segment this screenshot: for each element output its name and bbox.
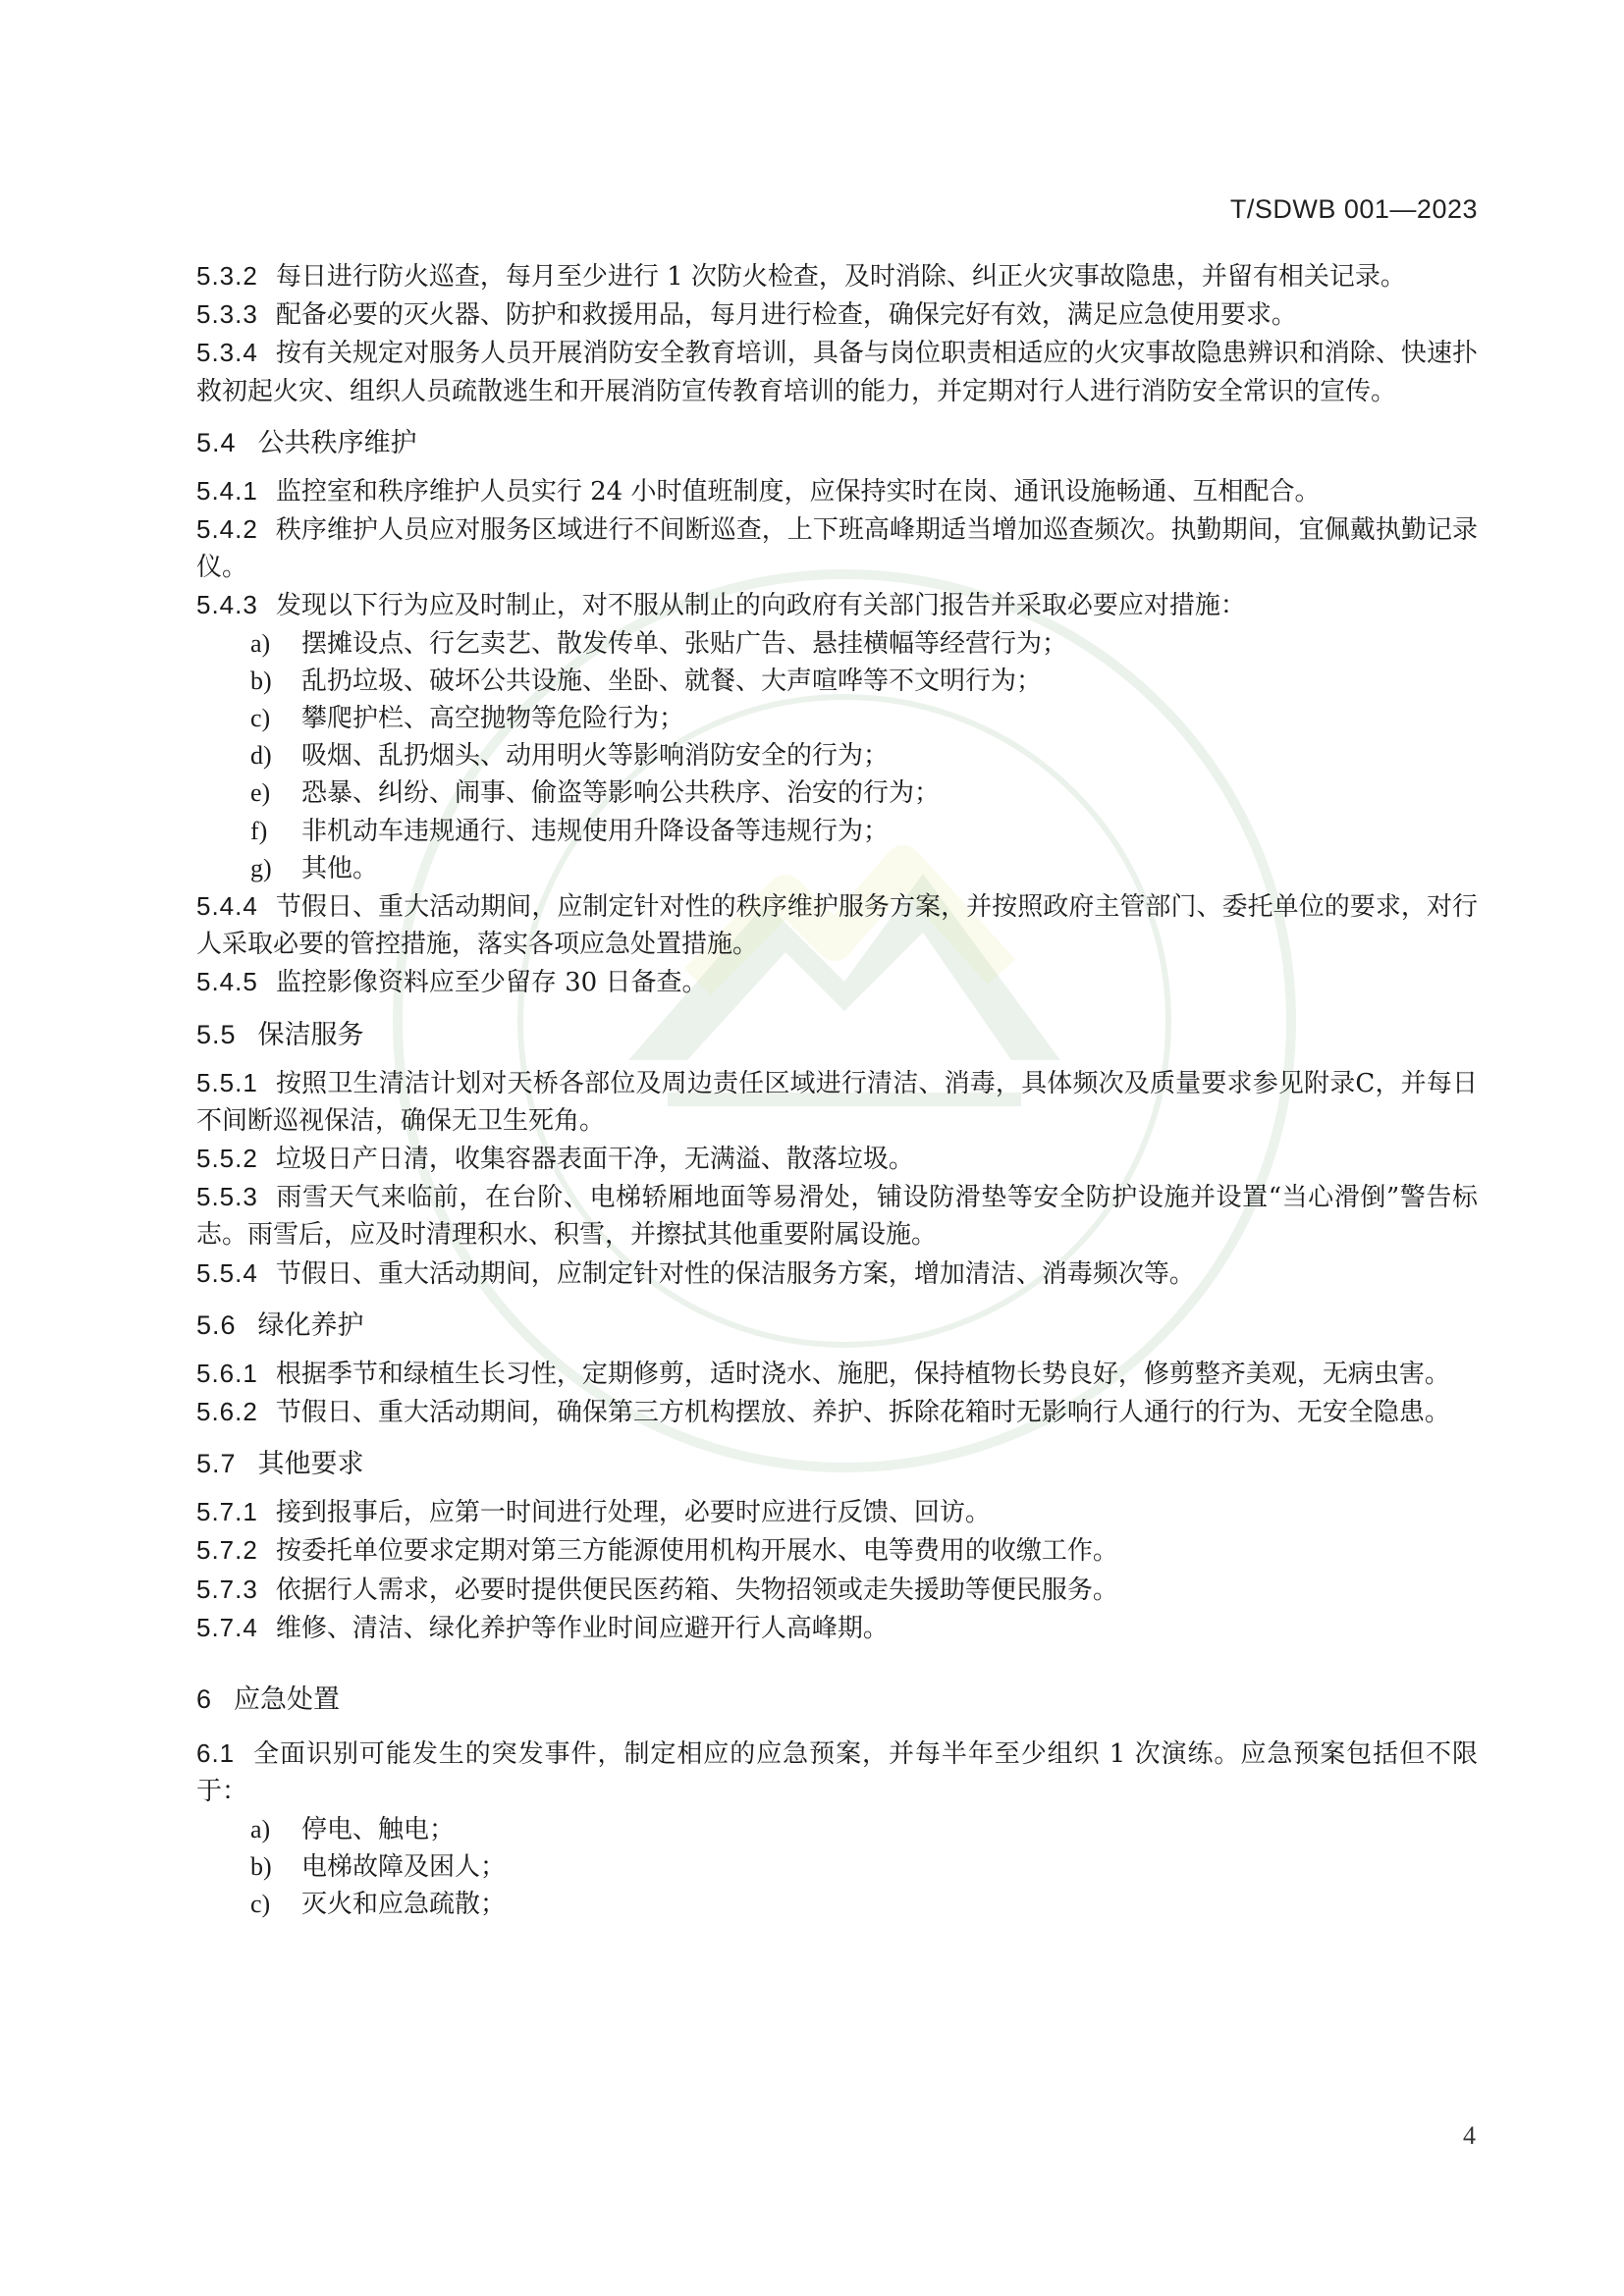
list-item-text: 吸烟、乱扔烟头、动用明火等影响消防安全的行为； xyxy=(301,741,890,772)
clause-text: 全面识别可能发生的突发事件，制定相应的应急预案，并每半年至少组织 1 次演练。应急预案包括但不限于： xyxy=(196,1739,1478,1807)
clause-number: 5.4.2 xyxy=(196,514,258,545)
clause-text: 垃圾日产日清，收集容器表面干净，无满溢、散落垃圾。 xyxy=(275,1145,914,1175)
clause-number: 5.5.3 xyxy=(196,1182,258,1212)
list-item-marker: g) xyxy=(250,853,272,882)
clause-text: 监控影像资料应至少留存 30 日备查。 xyxy=(275,968,708,998)
section-heading xyxy=(196,1681,1478,1719)
list-item xyxy=(196,850,1478,887)
list-item-marker: d) xyxy=(250,741,272,771)
clause-paragraph xyxy=(196,1178,1478,1254)
section-number: 5.5 xyxy=(196,1019,237,1049)
section-title: 保洁服务 xyxy=(257,1019,364,1050)
list-item-marker: b) xyxy=(250,666,272,695)
list-item-marker: c) xyxy=(250,704,271,733)
section-title: 应急处置 xyxy=(234,1684,341,1716)
clause-text: 监控室和秩序维护人员实行 24 小时值班制度，应保持实时在岗、通讯设施畅通、互相配合。 xyxy=(275,476,1321,507)
list-item xyxy=(196,1848,1478,1886)
section-title: 其他要求 xyxy=(257,1449,364,1480)
clause-number: 6.1 xyxy=(196,1738,236,1769)
section-heading xyxy=(196,424,1478,462)
clause-number: 5.6.2 xyxy=(196,1397,258,1427)
clause-paragraph xyxy=(196,1064,1478,1140)
clause-paragraph xyxy=(196,472,1478,510)
section-number: 5.7 xyxy=(196,1449,237,1479)
clause-paragraph xyxy=(196,887,1478,963)
clause-paragraph xyxy=(196,1140,1478,1178)
clause-text: 节假日、重大活动期间，应制定针对性的保洁服务方案，增加清洁、消毒频次等。 xyxy=(275,1258,1195,1289)
clause-number: 5.5.2 xyxy=(196,1144,258,1174)
document-body xyxy=(196,257,1478,1923)
section-number: 5.4 xyxy=(196,427,237,457)
clause-text: 按有关规定对服务人员开展消防安全教育培训，具备与岗位职责相适应的火灾事故隐患辨识和消除、快速扑救初起火灾、组织人员疏散逃生和开展消防宣传教育培训的能力，并定期对行人进行消防安全常识的宣传。 xyxy=(196,339,1478,406)
clause-text: 接到报事后，应第一时间进行处理，必要时应进行反馈、回访。 xyxy=(275,1498,991,1528)
clause-number: 5.4.3 xyxy=(196,590,258,620)
list-item-text: 恐暴、纠纷、闹事、偷盗等影响公共秩序、治安的行为； xyxy=(301,778,941,809)
list-item-marker: b) xyxy=(250,1851,272,1881)
clause-number: 5.4.4 xyxy=(196,891,258,922)
list-item-marker: a) xyxy=(250,1814,271,1843)
section-number: 6 xyxy=(196,1684,213,1715)
clause-number: 5.3.3 xyxy=(196,299,258,330)
clause-number: 5.4.5 xyxy=(196,967,258,997)
clause-paragraph xyxy=(196,257,1478,295)
clause-paragraph xyxy=(196,1571,1478,1609)
clause-number: 5.3.4 xyxy=(196,338,258,368)
clause-text: 按委托单位要求定期对第三方能源使用机构开展水、电等费用的收缴工作。 xyxy=(275,1536,1118,1567)
clause-text: 配备必要的灭火器、防护和救援用品，每月进行检查，确保完好有效，满足应急使用要求。 xyxy=(275,300,1297,331)
clause-text: 依据行人需求，必要时提供便民医药箱、失物招领或走失援助等便民服务。 xyxy=(275,1575,1118,1605)
clause-paragraph xyxy=(196,963,1478,1001)
list-item xyxy=(196,1886,1478,1923)
clause-paragraph xyxy=(196,295,1478,334)
clause-text: 按照卫生清洁计划对天桥各部位及周边责任区域进行清洁、消毒，具体频次及质量要求参见附录C，并每日不间断巡视保洁，确保无卫生死角。 xyxy=(196,1068,1478,1136)
clause-text: 节假日、重大活动期间，确保第三方机构摆放、养护、拆除花箱时无影响行人通行的行为、无安全隐患。 xyxy=(275,1398,1450,1428)
list-item-marker: c) xyxy=(250,1889,271,1918)
clause-paragraph xyxy=(196,334,1478,409)
clause-text: 雨雪天气来临前，在台阶、电梯轿厢地面等易滑处，铺设防滑垫等安全防护设施并设置“当心滑倒”警告标志。雨雪后，应及时清理积水、积雪，并擦拭其他重要附属设施。 xyxy=(196,1183,1478,1251)
enumerated-list xyxy=(196,625,1478,887)
clause-text: 发现以下行为应及时制止，对不服从制止的向政府有关部门报告并采取必要应对措施： xyxy=(275,591,1246,621)
clause-number: 5.7.4 xyxy=(196,1612,258,1642)
clause-paragraph xyxy=(196,1531,1478,1570)
list-item-text: 乱扔垃圾、破坏公共设施、坐卧、就餐、大声喧哗等不文明行为； xyxy=(301,666,1043,696)
section-title: 公共秩序维护 xyxy=(257,427,417,458)
clause-paragraph xyxy=(196,1355,1478,1393)
clause-paragraph xyxy=(196,586,1478,624)
clause-text: 每日进行防火巡查，每月至少进行 1 次防火检查，及时消除、纠正火灾事故隐患，并留有相关记录。 xyxy=(275,262,1406,292)
list-item-text: 电梯故障及困人； xyxy=(301,1851,507,1882)
list-item-text: 摆摊设点、行乞卖艺、散发传单、张贴广告、悬挂横幅等经营行为； xyxy=(301,628,1068,659)
clause-number: 5.5.4 xyxy=(196,1257,258,1288)
list-item xyxy=(196,1811,1478,1848)
document-code: T/SDWB 001—2023 xyxy=(1229,194,1478,224)
list-item-text: 攀爬护栏、高空抛物等危险行为； xyxy=(301,704,685,734)
list-item xyxy=(196,663,1478,700)
list-item xyxy=(196,813,1478,850)
list-item xyxy=(196,774,1478,812)
page-number: 4 xyxy=(1463,2121,1476,2150)
clause-number: 5.7.3 xyxy=(196,1574,258,1604)
list-item xyxy=(196,700,1478,737)
list-item xyxy=(196,737,1478,774)
clause-text: 根据季节和绿植生长习性，定期修剪，适时浇水、施肥，保持植物长势良好，修剪整齐美观，无病虫害。 xyxy=(275,1359,1450,1389)
list-item xyxy=(196,625,1478,663)
list-item-marker: a) xyxy=(250,628,271,658)
clause-paragraph xyxy=(196,1609,1478,1647)
clause-paragraph xyxy=(196,1255,1478,1293)
section-heading xyxy=(196,1307,1478,1345)
list-item-text: 其他。 xyxy=(301,853,379,883)
clause-text: 秩序维护人员应对服务区域进行不间断巡查，上下班高峰期适当增加巡查频次。执勤期间，宜佩戴执勤记录仪。 xyxy=(196,515,1478,583)
section-title: 绿化养护 xyxy=(257,1309,364,1341)
clause-number: 5.5.1 xyxy=(196,1067,258,1097)
clause-paragraph xyxy=(196,1735,1478,1810)
clause-number: 5.7.2 xyxy=(196,1535,258,1566)
clause-number: 5.4.1 xyxy=(196,475,258,506)
section-number: 5.6 xyxy=(196,1309,237,1340)
clause-number: 5.6.1 xyxy=(196,1358,258,1388)
clause-number: 5.3.2 xyxy=(196,261,258,291)
list-item-marker: f) xyxy=(250,816,268,845)
section-heading xyxy=(196,1445,1478,1483)
enumerated-list xyxy=(196,1811,1478,1924)
list-item-text: 非机动车违规通行、违规使用升降设备等违规行为； xyxy=(301,816,890,846)
list-item-text: 灭火和应急疏散； xyxy=(301,1889,507,1919)
clause-paragraph xyxy=(196,510,1478,586)
clause-paragraph xyxy=(196,1493,1478,1531)
clause-text: 维修、清洁、绿化养护等作业时间应避开行人高峰期。 xyxy=(275,1613,889,1643)
clause-text: 节假日、重大活动期间，应制定针对性的秩序维护服务方案，并按照政府主管部门、委托单位的要求，对行人采取必要的管控措施，落实各项应急处置措施。 xyxy=(196,892,1478,960)
clause-number: 5.7.1 xyxy=(196,1497,258,1527)
clause-paragraph xyxy=(196,1393,1478,1431)
list-item-text: 停电、触电； xyxy=(301,1814,456,1844)
section-heading xyxy=(196,1016,1478,1054)
list-item-marker: e) xyxy=(250,778,271,808)
